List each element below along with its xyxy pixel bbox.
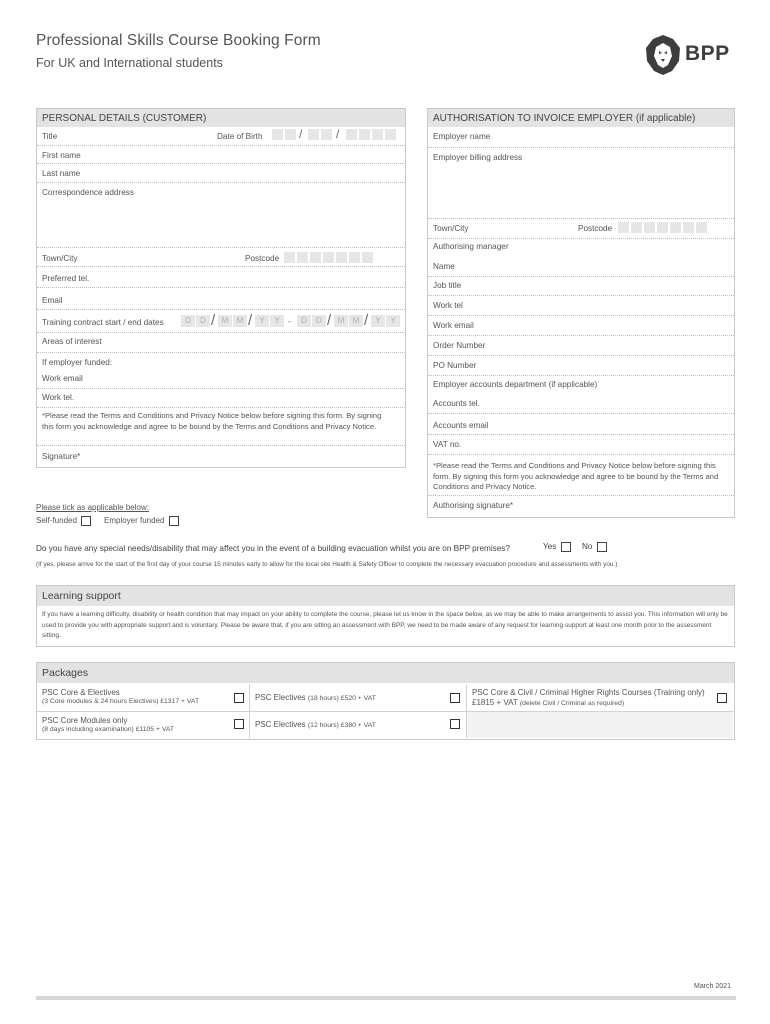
manager-work-tel-label: Work tel [433,301,463,310]
employer-funded-row [37,353,405,372]
package-electives-18[interactable] [250,684,467,712]
footer-bar [36,996,736,1000]
accounts-tel-field[interactable] [428,393,734,414]
packages-section [36,662,735,740]
end-year-cell[interactable]: Y [386,315,400,327]
bpp-logo [644,34,740,78]
slash-separator: / [336,127,340,141]
package-checkbox[interactable] [234,693,244,703]
form-date: March 2021 [694,983,731,990]
manager-work-email-field[interactable] [428,316,734,336]
package-label-wrap [255,720,376,729]
work-email-field[interactable] [37,371,405,389]
empty-package-cell [467,712,733,738]
special-needs-question: Do you have any special needs/disability that may affect you in the event of a building evacuation whilst you are on BPP premises? [36,544,510,553]
funding-instruction: Please tick as applicable below: [36,503,149,512]
end-day-cell[interactable]: D [312,315,326,327]
areas-label: Areas of interest [42,337,102,346]
slash-separator: / [211,312,216,329]
self-funded-option[interactable] [36,516,91,526]
package-core-modules[interactable] [37,712,250,738]
address-label: Correspondence address [42,188,134,197]
preferred-tel-field[interactable] [37,267,405,288]
first-name-field[interactable] [37,146,405,164]
form-title: Professional Skills Course Booking Form [36,32,321,49]
end-month-cell[interactable]: M [334,315,348,327]
package-label-wrap [255,693,376,702]
dob-cell[interactable] [308,129,319,140]
postcode-cell[interactable] [362,252,373,263]
start-day-cell[interactable]: D [181,315,195,327]
learning-support-section [36,585,735,647]
order-number-field[interactable] [428,336,734,356]
personal-details-heading: PERSONAL DETAILS (CUSTOMER) [37,109,405,127]
title-label: Title [42,132,58,141]
areas-of-interest-field[interactable] [37,333,405,353]
no-label: No [582,542,593,552]
employer-funded-label: If employer funded: [42,358,113,367]
postcode-cell[interactable] [284,252,295,263]
postcode-cell[interactable] [310,252,321,263]
no-option[interactable] [582,542,607,552]
accounts-email-field[interactable] [428,414,734,435]
training-dates-label: Training contract start / end dates [42,318,164,327]
employer-town-label: Town/City [433,224,469,233]
billing-address-field[interactable] [428,148,734,219]
postcode-cell[interactable] [349,252,360,263]
employer-name-label: Employer name [433,132,491,141]
yes-checkbox[interactable] [561,542,571,552]
dob-cell[interactable] [372,129,383,140]
authorising-signature-field[interactable]: Authorising signature* [433,501,514,510]
package-title: PSC Electives [255,693,306,702]
self-funded-label: Self-funded [36,516,77,526]
packages-heading: Packages [37,663,734,683]
employer-authorisation-section [427,108,735,518]
email-field[interactable] [37,288,405,310]
slash-separator: / [248,312,253,329]
employer-terms-note: *Please read the Terms and Conditions and Privacy Notice below before signing this form. By signing this form you acknowledge and agree to be bound by the Terms and Conditions and Privacy Notice. [433,461,719,491]
accounts-email-label: Accounts email [433,421,489,430]
start-year-cell[interactable]: Y [255,315,269,327]
postcode-cell[interactable] [618,222,629,233]
slash-separator: / [364,312,369,329]
manager-work-tel-field[interactable] [428,296,734,316]
package-core-electives[interactable] [37,684,250,712]
package-title: PSC Electives [255,720,306,729]
dob-cell[interactable] [346,129,357,140]
dob-cell[interactable] [285,129,296,140]
postcode-cell[interactable] [657,222,668,233]
town-postcode-row[interactable] [37,248,405,267]
authorising-manager-label: Authorising manager [433,242,509,251]
job-title-field[interactable] [428,277,734,296]
training-dates-field[interactable] [37,310,405,333]
form-subtitle: For UK and International students [36,56,223,70]
authorising-manager-row [428,239,734,256]
employer-funded-option[interactable] [104,516,179,526]
manager-work-email-label: Work email [433,321,474,330]
package-detail: £1815 + VAT [472,698,518,707]
employer-funded-option-label: Employer funded [104,516,165,526]
postcode-cell[interactable] [696,222,707,233]
package-checkbox[interactable] [234,719,244,729]
po-number-label: PO Number [433,361,477,370]
employer-postcode-label: Postcode [578,224,613,233]
start-year-cell[interactable]: Y [270,315,284,327]
dob-cell[interactable] [385,129,396,140]
accounts-tel-label: Accounts tel. [433,399,480,408]
special-needs-note: (If yes, please arrive for the start of the first day of your course 15 minutes early to allow for the local site Health & Safety Officer to complete the necessary evacuation procedure and assessments with you.) [36,561,618,568]
dob-cell[interactable] [272,129,283,140]
yes-label: Yes [543,542,557,552]
employer-heading: AUTHORISATION TO INVOICE EMPLOYER (if applicable) [428,109,734,127]
start-month-cell[interactable]: M [218,315,232,327]
vat-no-label: VAT no. [433,440,462,449]
vat-no-field[interactable] [428,435,734,455]
order-number-label: Order Number [433,341,486,350]
billing-address-label: Employer billing address [433,153,523,162]
yes-option[interactable] [543,542,571,552]
signature-field[interactable]: Signature* [42,452,81,461]
package-detail: (8 days including examination) £1105 + VAT [42,726,175,733]
address-field[interactable] [37,183,405,248]
package-detail: (18 hours) £520 + VAT [307,695,376,702]
postcode-cell[interactable] [323,252,334,263]
postcode-cell[interactable] [631,222,642,233]
self-funded-checkbox[interactable] [81,516,91,526]
end-month-cell[interactable]: M [349,315,363,327]
email-label: Email [42,296,63,305]
employer-funded-checkbox[interactable] [169,516,179,526]
package-title: PSC Core & Electives [42,688,120,697]
dob-label: Date of Birth [217,132,263,141]
date-range-dash: - [288,317,291,326]
po-number-field[interactable] [428,356,734,376]
dob-cell[interactable] [359,129,370,140]
last-name-field[interactable] [37,164,405,183]
end-year-cell[interactable]: Y [371,315,385,327]
logo-text: BPP [685,42,730,65]
manager-name-label: Name [433,262,455,271]
preferred-tel-label: Preferred tel. [42,274,90,283]
personal-terms-note: *Please read the Terms and Conditions and Privacy Notice below before signing this form. By signing this form you acknowledge and agree to be bound by the Terms and Conditions and Privacy Notice. [42,411,382,431]
package-title: PSC Core Modules only [42,716,128,725]
package-title: PSC Core & Civil / Criminal Higher Rights Courses (Training only) [472,688,705,697]
last-name-label: Last name [42,169,81,178]
start-month-cell[interactable]: M [233,315,247,327]
package-electives-12[interactable] [250,712,467,738]
package-detail-note: (delete Civil / Criminal as required) [519,700,625,707]
start-day-cell[interactable]: D [196,315,210,327]
package-checkbox[interactable] [450,719,460,729]
package-core-higher-rights[interactable] [467,684,733,712]
first-name-label: First name [42,151,81,160]
postcode-cell[interactable] [644,222,655,233]
accounts-dept-label: Employer accounts department (if applicable) [433,380,598,389]
manager-name-field[interactable] [428,256,734,277]
slash-separator: / [299,127,303,141]
learning-support-heading: Learning support [37,586,734,606]
work-email-label: Work email [42,374,83,383]
lion-icon [644,34,682,76]
job-title-label: Job title [433,281,462,290]
title-field[interactable] [37,127,405,146]
dob-cell[interactable] [321,129,332,140]
work-tel-label: Work tel. [42,393,75,402]
learning-support-text: If you have a learning difficulty, disability or health condition that may impact on your ability to complete the course, please let us know in the space below, as we may be able to make arrangements to assist you. This information will only be used to provide you with appropriate support and is voluntary. Please be aware that, if you are sitting an assessment with BPP, we need to be made aware of any request for learning support at least one month prior to the assessment sitting. [42,611,728,639]
employer-town-postcode-row[interactable] [428,219,734,239]
personal-details-section [36,108,406,468]
employer-name-field[interactable] [428,127,734,148]
postcode-cell[interactable] [336,252,347,263]
end-day-cell[interactable]: D [297,315,311,327]
package-detail: (12 hours) £380 + VAT [307,722,376,729]
slash-separator: / [327,312,332,329]
postcode-cell[interactable] [297,252,308,263]
package-checkbox[interactable] [717,693,727,703]
postcode-cell[interactable] [670,222,681,233]
no-checkbox[interactable] [597,542,607,552]
postcode-label: Postcode [245,254,280,263]
work-tel-field[interactable] [37,389,405,408]
package-detail-wrap [472,698,624,707]
postcode-cell[interactable] [683,222,694,233]
package-checkbox[interactable] [450,693,460,703]
package-detail: (3 Core modules & 24 hours Electives) £1317 + VAT [42,698,200,705]
town-label: Town/City [42,254,78,263]
